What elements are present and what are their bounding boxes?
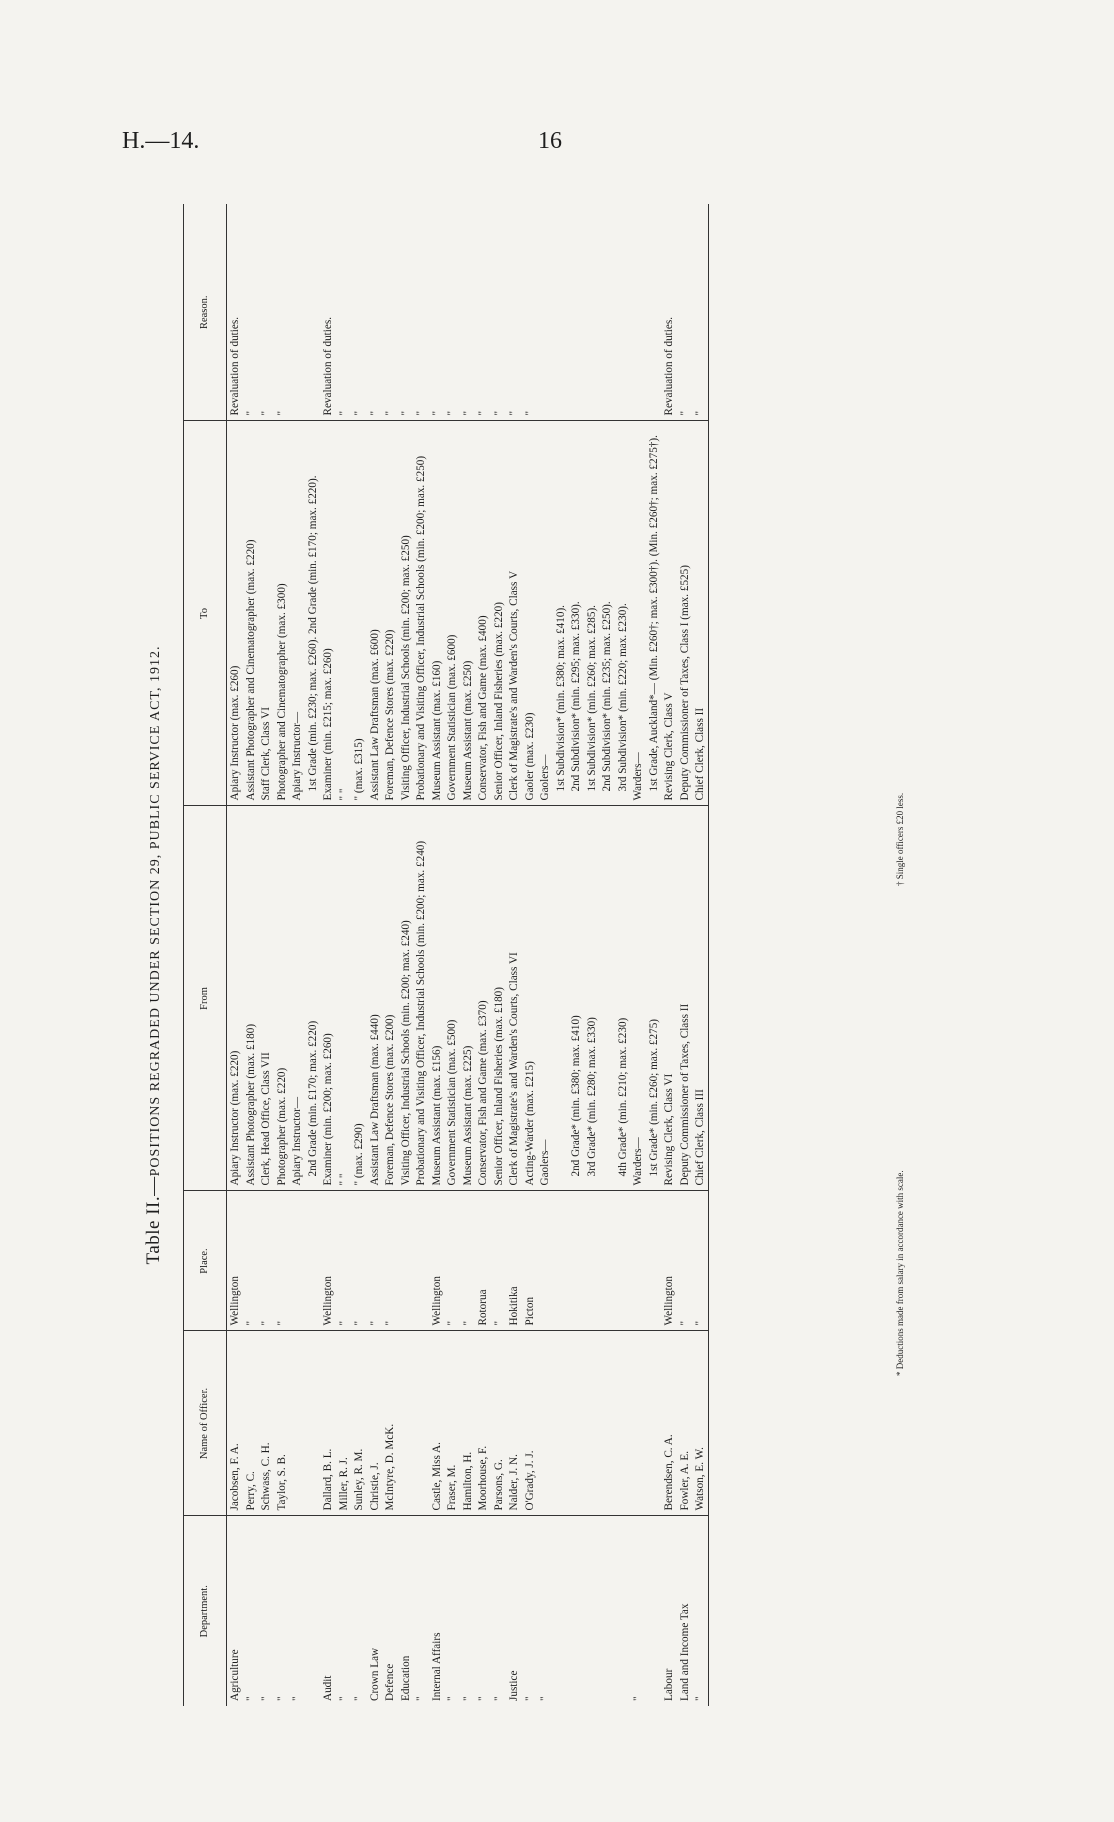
- cell-from: Revising Clerk, Class VI: [661, 806, 677, 1191]
- table-title-lead: Table II.: [143, 1195, 164, 1265]
- cell-from: Apiary Instructor—: [289, 806, 305, 1191]
- cell-department: ": [258, 1516, 274, 1706]
- cell-reason: [289, 204, 305, 421]
- cell-reason: ": [694, 410, 706, 416]
- table-title-main: POSITIONS REGRADED UNDER SECTION 29, PUBLIC SERVICE ACT, 1912.: [148, 645, 163, 1177]
- cell-to: Warders—: [630, 421, 646, 806]
- cell-from: Museum Assistant (max. £225): [460, 806, 476, 1191]
- cell-officer-name: Perry, C.: [243, 1331, 259, 1516]
- cell-department: ": [351, 1516, 367, 1706]
- cell-from: Visiting Officer, Industrial Schools (min. £200; max. £240): [398, 806, 414, 1191]
- table-row: [584, 204, 600, 1706]
- cell-department: Audit: [320, 1516, 336, 1706]
- cell-officer-name: Miller, R. J.: [336, 1331, 352, 1516]
- cell-to: Museum Assistant (max. £250): [460, 421, 476, 806]
- cell-department: [615, 1516, 631, 1706]
- table-row: [506, 204, 522, 1706]
- cell-place: ": [382, 1191, 398, 1331]
- cell-to: Assistant Law Draftsman (max. £600): [367, 421, 383, 806]
- table-title: [143, 204, 177, 1706]
- cell-department: ": [444, 1516, 460, 1706]
- cell-place: Picton: [522, 1191, 538, 1331]
- cell-department: ": [692, 1516, 708, 1706]
- cell-department: ": [491, 1516, 507, 1706]
- cell-officer-name: O'Grady, J. J.: [522, 1331, 538, 1516]
- cell-department: Labour: [661, 1516, 677, 1706]
- cell-to: 2nd Subdivision* (min. £235; max. £250).: [599, 421, 615, 806]
- table-row: [491, 204, 507, 1706]
- cell-from: Assistant Law Draftsman (max. £440): [367, 806, 383, 1191]
- column-header-from: From: [184, 806, 227, 1191]
- cell-officer-name: Fowler, A. E.: [677, 1331, 693, 1516]
- cell-to: Museum Assistant (max. £160): [429, 421, 445, 806]
- cell-place: Wellington: [320, 1191, 336, 1331]
- cell-officer-name: [630, 1331, 646, 1516]
- cell-to: Deputy Commissioner of Taxes, Class I (max. £525): [677, 421, 693, 806]
- cell-officer-name: [646, 1331, 662, 1516]
- cell-reason: ": [508, 410, 520, 416]
- cell-place: ": [444, 1191, 460, 1331]
- cell-department: ": [243, 1516, 259, 1706]
- column-header-to: To: [184, 421, 227, 806]
- table-row: [692, 204, 708, 1706]
- cell-place: ": [351, 1191, 367, 1331]
- cell-from: " (max. £290): [351, 806, 367, 1191]
- regrading-table: [183, 204, 715, 1706]
- cell-from: 4th Grade* (min. £210; max. £230): [615, 806, 631, 1191]
- cell-from: Foreman, Defence Stores (max. £200): [382, 806, 398, 1191]
- cell-reason: Revaluation of duties.: [229, 317, 241, 416]
- table-row: [630, 204, 646, 1706]
- cell-department: [305, 1516, 321, 1706]
- cell-officer-name: Schwass, C. H.: [258, 1331, 274, 1516]
- cell-place: [537, 1191, 553, 1331]
- table-row: [522, 204, 538, 1706]
- table-row: [258, 204, 274, 1706]
- table-row: [274, 204, 290, 1706]
- table-row: [320, 204, 336, 1706]
- cell-reason: ": [430, 410, 443, 416]
- cell-to: Probationary and Visiting Officer, Industrial Schools (min. £200; max. £250): [413, 421, 429, 806]
- cell-officer-name: [305, 1331, 321, 1516]
- cell-reason: [599, 204, 615, 421]
- cell-place: [584, 1191, 600, 1331]
- cell-to: Examiner (min. £215; max. £260): [320, 421, 336, 806]
- cell-officer-name: Moorhouse, F.: [475, 1331, 491, 1516]
- table-row: [646, 204, 662, 1706]
- cell-place: ": [460, 1191, 476, 1331]
- cell-from: Clerk, Head Office, Class VII: [258, 806, 274, 1191]
- cell-officer-name: [289, 1331, 305, 1516]
- cell-reason: Revaluation of duties.: [322, 317, 334, 416]
- cell-department: Agriculture: [227, 1516, 243, 1706]
- cell-place: ": [692, 1191, 708, 1331]
- table-row: [336, 204, 352, 1706]
- cell-from: Clerk of Magistrate's and Warden's Courts, Class VI: [506, 806, 522, 1191]
- cell-reason: [615, 204, 631, 421]
- cell-to: Apiary Instructor—: [289, 421, 305, 806]
- running-header-code: H.—14.: [122, 128, 200, 154]
- cell-from: " ": [336, 806, 352, 1191]
- cell-department: Crown Law: [367, 1516, 383, 1706]
- cell-from: Museum Assistant (max. £156): [429, 806, 445, 1191]
- cell-department: [646, 1516, 662, 1706]
- cell-officer-name: [568, 1331, 584, 1516]
- table-row: [351, 204, 367, 1706]
- cell-from: Conservator, Fish and Game (max. £370): [475, 806, 491, 1191]
- table-row: [413, 204, 429, 1706]
- cell-officer-name: [398, 1331, 414, 1516]
- cell-department: Justice: [506, 1516, 522, 1706]
- cell-reason: ": [384, 410, 396, 416]
- cell-to: 1st Subdivision* (min. £260; max. £285).: [584, 421, 600, 806]
- cell-place: [599, 1191, 615, 1331]
- cell-reason: [568, 204, 584, 421]
- cell-place: [646, 1191, 662, 1331]
- footnote-single-officers: † Single officers £20 less.: [895, 792, 905, 886]
- table-body: [227, 204, 709, 1706]
- cell-place: [305, 1191, 321, 1331]
- cell-officer-name: Hamilton, H.: [460, 1331, 476, 1516]
- cell-reason: ": [353, 410, 365, 416]
- cell-to: 1st Grade, Auckland*— (Min. £260†; max. £300†). (Min. £260†; max. £275†).: [646, 421, 662, 806]
- cell-officer-name: Taylor, S. B.: [274, 1331, 290, 1516]
- cell-from: 2nd Grade* (min. £380; max. £410): [568, 806, 584, 1191]
- cell-from: Photographer (max. £220): [274, 806, 290, 1191]
- cell-place: Hokitika: [506, 1191, 522, 1331]
- cell-reason: ": [260, 410, 272, 416]
- cell-place: ": [274, 1191, 290, 1331]
- cell-officer-name: Nalder, J. N.: [506, 1331, 522, 1516]
- cell-department: [599, 1516, 615, 1706]
- cell-officer-name: [584, 1331, 600, 1516]
- cell-department: Internal Affairs: [429, 1516, 445, 1706]
- column-header-place: Place.: [184, 1191, 227, 1331]
- cell-place: ": [367, 1191, 383, 1331]
- cell-from: Government Statistician (max. £500): [444, 806, 460, 1191]
- cell-reason: Revaluation of duties.: [663, 317, 675, 416]
- cell-place: ": [336, 1191, 352, 1331]
- cell-officer-name: Christie, J.: [367, 1331, 383, 1516]
- cell-department: [584, 1516, 600, 1706]
- cell-department: ": [413, 1516, 429, 1706]
- cell-officer-name: [615, 1331, 631, 1516]
- cell-to: Foreman, Defence Stores (max. £220): [382, 421, 398, 806]
- cell-place: Wellington: [227, 1191, 243, 1331]
- cell-from: Chief Clerk, Class III: [692, 806, 708, 1191]
- cell-from: Apiary Instructor (max. £220): [227, 806, 243, 1191]
- cell-place: [553, 1191, 569, 1331]
- cell-to: Assistant Photographer and Cinematographer (max. £220): [243, 421, 259, 806]
- cell-place: ": [491, 1191, 507, 1331]
- cell-reason: [630, 204, 646, 421]
- footnote-salary: * Deductions made from salary in accordance with scale.: [895, 1170, 905, 1376]
- table-row: [227, 204, 243, 1706]
- cell-officer-name: [599, 1331, 615, 1516]
- cell-officer-name: Berendsen, C. A.: [661, 1331, 677, 1516]
- cell-to: Chief Clerk, Class II: [692, 421, 708, 806]
- cell-place: Wellington: [661, 1191, 677, 1331]
- cell-to: Apiary Instructor (max. £260): [227, 421, 243, 806]
- cell-from: Probationary and Visiting Officer, Industrial Schools (min. £200; max. £240): [413, 806, 429, 1191]
- table-row: [537, 204, 553, 1706]
- cell-department: [553, 1516, 569, 1706]
- cell-from: 3rd Grade* (min. £280; max. £330): [584, 806, 600, 1191]
- cell-reason: ": [337, 410, 350, 416]
- column-header-name: Name of Officer.: [184, 1331, 227, 1516]
- cell-place: [398, 1191, 414, 1331]
- cell-place: Wellington: [429, 1191, 445, 1331]
- cell-to: Gaoler (max. £230): [522, 421, 538, 806]
- table-row: [553, 204, 569, 1706]
- cell-department: ": [475, 1516, 491, 1706]
- cell-department: ": [289, 1516, 305, 1706]
- page-number: 16: [538, 128, 562, 154]
- cell-reason: [553, 204, 569, 421]
- cell-to: Conservator, Fish and Game (max. £400): [475, 421, 491, 806]
- cell-from: [599, 806, 615, 1191]
- cell-department: ": [522, 1516, 538, 1706]
- column-header-department: Department.: [184, 1516, 227, 1706]
- table-row: [305, 204, 321, 1706]
- table-row: [568, 204, 584, 1706]
- cell-reason: [646, 204, 662, 421]
- table-row: [382, 204, 398, 1706]
- cell-from: Senior Officer, Inland Fisheries (max. £180): [491, 806, 507, 1191]
- cell-to: 2nd Subdivision* (min. £295; max. £330).: [568, 421, 584, 806]
- cell-from: Acting-Warder (max. £215): [522, 806, 538, 1191]
- table-row: [444, 204, 460, 1706]
- cell-reason: ": [477, 410, 489, 416]
- table-row: [367, 204, 383, 1706]
- cell-to: Staff Clerk, Class VI: [258, 421, 274, 806]
- cell-officer-name: [537, 1331, 553, 1516]
- cell-to: 3rd Subdivision* (min. £220; max. £230).: [615, 421, 631, 806]
- cell-reason: ": [492, 410, 505, 416]
- cell-officer-name: Dallard, B. L.: [320, 1331, 336, 1516]
- cell-officer-name: Watson, E. W.: [692, 1331, 708, 1516]
- cell-reason: ": [415, 410, 427, 416]
- cell-department: Land and Income Tax: [677, 1516, 693, 1706]
- cell-to: Photographer and Cinematographer (max. £300): [274, 421, 290, 806]
- rotated-table-block: [143, 204, 953, 1706]
- cell-to: Clerk of Magistrate's and Warden's Courts, Class V: [506, 421, 522, 806]
- table-row: [429, 204, 445, 1706]
- cell-reason: [305, 204, 321, 421]
- cell-place: [413, 1191, 429, 1331]
- table-row: [460, 204, 476, 1706]
- cell-from: Examiner (min. £200; max. £260): [320, 806, 336, 1191]
- cell-place: [630, 1191, 646, 1331]
- cell-department: ": [630, 1516, 646, 1706]
- table-row: [615, 204, 631, 1706]
- column-header-reason: Reason.: [184, 204, 227, 421]
- cell-reason: ": [461, 410, 474, 416]
- cell-to: Government Statistician (max. £600): [444, 421, 460, 806]
- cell-to: 1st Grade (min. £230; max. £260). 2nd Grade (min. £170; max. £220).: [305, 421, 321, 806]
- cell-reason: [537, 204, 553, 421]
- cell-officer-name: McIntyre, D. McK.: [382, 1331, 398, 1516]
- table-row: [475, 204, 491, 1706]
- cell-from: Gaolers—: [537, 806, 553, 1191]
- cell-to: Senior Officer, Inland Fisheries (max. £220): [491, 421, 507, 806]
- cell-from: [553, 806, 569, 1191]
- cell-officer-name: Castle, Miss A.: [429, 1331, 445, 1516]
- table-row: [398, 204, 414, 1706]
- cell-officer-name: Parsons, G.: [491, 1331, 507, 1516]
- cell-place: Rotorua: [475, 1191, 491, 1331]
- cell-place: ": [677, 1191, 693, 1331]
- cell-department: ": [336, 1516, 352, 1706]
- table-row: [289, 204, 305, 1706]
- header-row: [184, 204, 227, 1706]
- cell-department: ": [460, 1516, 476, 1706]
- cell-place: [568, 1191, 584, 1331]
- cell-reason: ": [275, 410, 288, 416]
- cell-reason: ": [446, 410, 458, 416]
- cell-reason: ": [368, 410, 381, 416]
- cell-reason: ": [523, 410, 536, 416]
- cell-department: Defence: [382, 1516, 398, 1706]
- cell-place: ": [243, 1191, 259, 1331]
- cell-reason: ": [244, 410, 257, 416]
- cell-to: Visiting Officer, Industrial Schools (min. £200; max. £250): [398, 421, 414, 806]
- table-row: [599, 204, 615, 1706]
- cell-place: [289, 1191, 305, 1331]
- cell-from: Warders—: [630, 806, 646, 1191]
- table-row: [661, 204, 677, 1706]
- cell-from: 1st Grade* (min. £260; max. £275): [646, 806, 662, 1191]
- cell-place: ": [258, 1191, 274, 1331]
- cell-from: Deputy Commissioner of Taxes, Class II: [677, 806, 693, 1191]
- cell-officer-name: [413, 1331, 429, 1516]
- cell-to: Gaolers—: [537, 421, 553, 806]
- cell-to: Revising Clerk, Class V: [661, 421, 677, 806]
- cell-department: Education: [398, 1516, 414, 1706]
- cell-officer-name: [553, 1331, 569, 1516]
- cell-reason: ": [399, 410, 412, 416]
- table-row: [243, 204, 259, 1706]
- cell-department: ": [537, 1516, 553, 1706]
- table-title-dash: —: [143, 1176, 164, 1196]
- cell-from: 2nd Grade (min. £170; max. £220): [305, 806, 321, 1191]
- cell-to: 1st Subdivision* (min. £380; max. £410).: [553, 421, 569, 806]
- cell-department: ": [274, 1516, 290, 1706]
- cell-to: " ": [336, 421, 352, 806]
- table-row: [677, 204, 693, 1706]
- cell-from: Assistant Photographer (max. £180): [243, 806, 259, 1191]
- cell-officer-name: Sunley, R. M.: [351, 1331, 367, 1516]
- cell-reason: ": [678, 410, 691, 416]
- cell-to: " (max. £315): [351, 421, 367, 806]
- cell-reason: [584, 204, 600, 421]
- cell-officer-name: Fraser, M.: [444, 1331, 460, 1516]
- cell-officer-name: Jacobsen, F. A.: [227, 1331, 243, 1516]
- cell-department: [568, 1516, 584, 1706]
- cell-place: [615, 1191, 631, 1331]
